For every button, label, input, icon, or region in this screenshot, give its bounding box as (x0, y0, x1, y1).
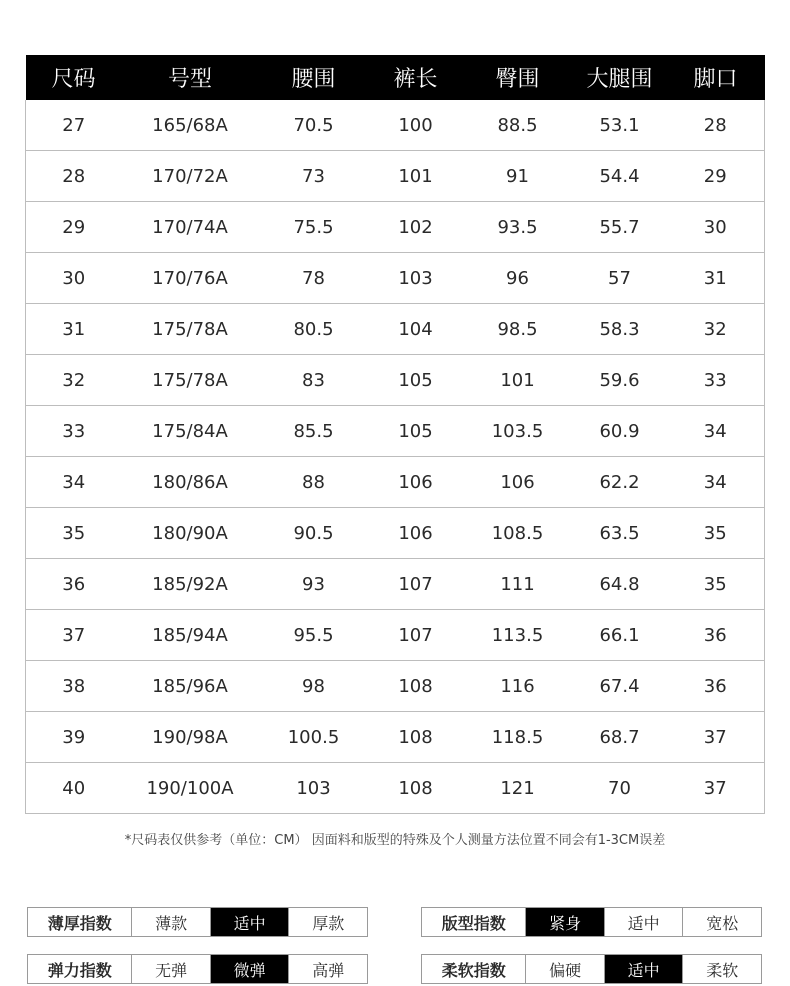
cell-thigh: 68.7 (573, 712, 667, 763)
elastic-option-high: 高弹 (288, 955, 367, 983)
cell-model: 170/74A (122, 202, 259, 253)
cell-hip: 91 (463, 151, 573, 202)
cell-size: 32 (26, 355, 122, 406)
cell-size: 38 (26, 661, 122, 712)
fit-option-slim: 紧身 (525, 908, 604, 936)
size-chart-table (25, 55, 765, 814)
cell-size: 40 (26, 763, 122, 814)
cell-hip: 96 (463, 253, 573, 304)
cell-waist: 93 (259, 559, 369, 610)
header-hip: 臀围 (463, 55, 573, 100)
table-row (26, 406, 765, 457)
table-row (26, 661, 765, 712)
softness-index (421, 954, 762, 984)
cell-length: 106 (369, 457, 463, 508)
cell-waist: 100.5 (259, 712, 369, 763)
cell-length: 106 (369, 508, 463, 559)
cell-hip: 113.5 (463, 610, 573, 661)
cell-model: 190/98A (122, 712, 259, 763)
cell-thigh: 60.9 (573, 406, 667, 457)
thickness-index (27, 907, 368, 937)
cell-thigh: 64.8 (573, 559, 667, 610)
cell-model: 190/100A (122, 763, 259, 814)
cell-size: 28 (26, 151, 122, 202)
cell-waist: 90.5 (259, 508, 369, 559)
cell-thigh: 62.2 (573, 457, 667, 508)
cell-size: 27 (62, 114, 86, 136)
cell-size: 35 (26, 508, 122, 559)
cell-hip: 103.5 (463, 406, 573, 457)
softness-index-label: 柔软指数 (441, 960, 506, 980)
header-length: 裤长 (369, 55, 463, 100)
cell-hem: 29 (667, 151, 765, 202)
cell-waist: 80.5 (259, 304, 369, 355)
cell-model: 170/72A (122, 151, 259, 202)
cell-thigh: 57 (573, 253, 667, 304)
fit-index (421, 907, 762, 937)
cell-model: 175/78A (122, 355, 259, 406)
cell-hip: 93.5 (463, 202, 573, 253)
cell-hem: 36 (667, 610, 765, 661)
cell-thigh: 53.1 (599, 114, 640, 136)
elastic-option-none: 无弹 (131, 955, 210, 983)
elastic-option-slight: 微弹 (210, 955, 289, 983)
cell-model: 185/96A (122, 661, 259, 712)
softness-option-medium: 适中 (604, 955, 683, 983)
thickness-option-thick: 厚款 (288, 908, 367, 936)
cell-thigh: 66.1 (573, 610, 667, 661)
cell-size: 31 (26, 304, 122, 355)
cell-hip: 98.5 (463, 304, 573, 355)
thickness-index-label: 薄厚指数 (47, 913, 112, 933)
size-note: *尺码表仅供参考（单位：CM） 因面料和版型的特殊及个人测量方法位置不同会有1-3CM误差 (124, 833, 666, 848)
cell-waist: 78 (259, 253, 369, 304)
cell-thigh: 67.4 (573, 661, 667, 712)
cell-hip: 101 (463, 355, 573, 406)
cell-size: 30 (26, 253, 122, 304)
elastic-index (27, 954, 368, 984)
table-row (26, 202, 765, 253)
header-size: 尺码 (26, 55, 122, 100)
cell-hem: 37 (667, 763, 765, 814)
table-row (26, 712, 765, 763)
table-row (26, 151, 765, 202)
cell-length: 108 (369, 661, 463, 712)
cell-model: 180/90A (122, 508, 259, 559)
softness-option-soft: 柔软 (682, 955, 761, 983)
cell-length: 108 (369, 712, 463, 763)
cell-hip: 118.5 (463, 712, 573, 763)
fit-index-label: 版型指数 (441, 913, 506, 933)
cell-waist: 70.5 (293, 114, 334, 136)
table-header-row (26, 55, 765, 100)
cell-model: 165/68A (152, 114, 228, 136)
cell-model: 185/94A (122, 610, 259, 661)
cell-thigh: 55.7 (573, 202, 667, 253)
cell-hem: 33 (667, 355, 765, 406)
cell-hip: 121 (463, 763, 573, 814)
cell-hem: 28 (703, 114, 727, 136)
header-waist: 腰围 (259, 55, 369, 100)
cell-size: 37 (26, 610, 122, 661)
cell-waist: 75.5 (259, 202, 369, 253)
cell-waist: 98 (259, 661, 369, 712)
cell-hip: 108.5 (463, 508, 573, 559)
cell-thigh: 63.5 (573, 508, 667, 559)
header-hem: 脚口 (667, 55, 765, 100)
cell-model: 175/78A (122, 304, 259, 355)
cell-model: 175/84A (122, 406, 259, 457)
cell-hem: 30 (667, 202, 765, 253)
table-row (26, 253, 765, 304)
cell-hem: 31 (667, 253, 765, 304)
cell-hem: 35 (667, 508, 765, 559)
cell-hem: 34 (667, 457, 765, 508)
cell-length: 103 (369, 253, 463, 304)
softness-option-firm: 偏硬 (525, 955, 604, 983)
table-row (26, 457, 765, 508)
cell-hem: 34 (667, 406, 765, 457)
cell-hip: 106 (463, 457, 573, 508)
thickness-option-thin: 薄款 (131, 908, 210, 936)
cell-waist: 88 (259, 457, 369, 508)
cell-length: 105 (369, 406, 463, 457)
cell-size: 36 (26, 559, 122, 610)
cell-hip: 111 (463, 559, 573, 610)
table-row (26, 355, 765, 406)
cell-waist: 83 (259, 355, 369, 406)
cell-size: 33 (26, 406, 122, 457)
cell-thigh: 70 (573, 763, 667, 814)
cell-thigh: 58.3 (573, 304, 667, 355)
table-row (26, 610, 765, 661)
cell-hem: 37 (667, 712, 765, 763)
cell-length: 107 (369, 610, 463, 661)
thickness-option-medium: 适中 (210, 908, 289, 936)
cell-model: 185/92A (122, 559, 259, 610)
cell-hem: 32 (667, 304, 765, 355)
cell-waist: 95.5 (259, 610, 369, 661)
cell-length: 105 (369, 355, 463, 406)
cell-model: 180/86A (122, 457, 259, 508)
cell-hip: 88.5 (497, 114, 538, 136)
fit-option-regular: 适中 (604, 908, 683, 936)
cell-hem: 35 (667, 559, 765, 610)
cell-length: 100 (398, 114, 433, 136)
header-thigh: 大腿围 (573, 55, 667, 100)
cell-model: 170/76A (122, 253, 259, 304)
cell-size: 34 (26, 457, 122, 508)
cell-length: 107 (369, 559, 463, 610)
cell-waist: 73 (259, 151, 369, 202)
cell-size: 39 (26, 712, 122, 763)
cell-length: 104 (369, 304, 463, 355)
cell-size: 29 (26, 202, 122, 253)
cell-length: 101 (369, 151, 463, 202)
table-row (26, 304, 765, 355)
table-body (26, 100, 765, 814)
cell-length: 102 (369, 202, 463, 253)
cell-length: 108 (369, 763, 463, 814)
cell-hip: 116 (463, 661, 573, 712)
table-row (26, 508, 765, 559)
fit-option-loose: 宽松 (682, 908, 761, 936)
elastic-index-label: 弹力指数 (47, 960, 112, 980)
cell-thigh: 54.4 (573, 151, 667, 202)
table-row (26, 100, 765, 151)
cell-waist: 85.5 (259, 406, 369, 457)
cell-hem: 36 (667, 661, 765, 712)
header-model: 号型 (122, 55, 259, 100)
table-row (26, 763, 765, 814)
cell-waist: 103 (259, 763, 369, 814)
table-row (26, 559, 765, 610)
cell-thigh: 59.6 (573, 355, 667, 406)
